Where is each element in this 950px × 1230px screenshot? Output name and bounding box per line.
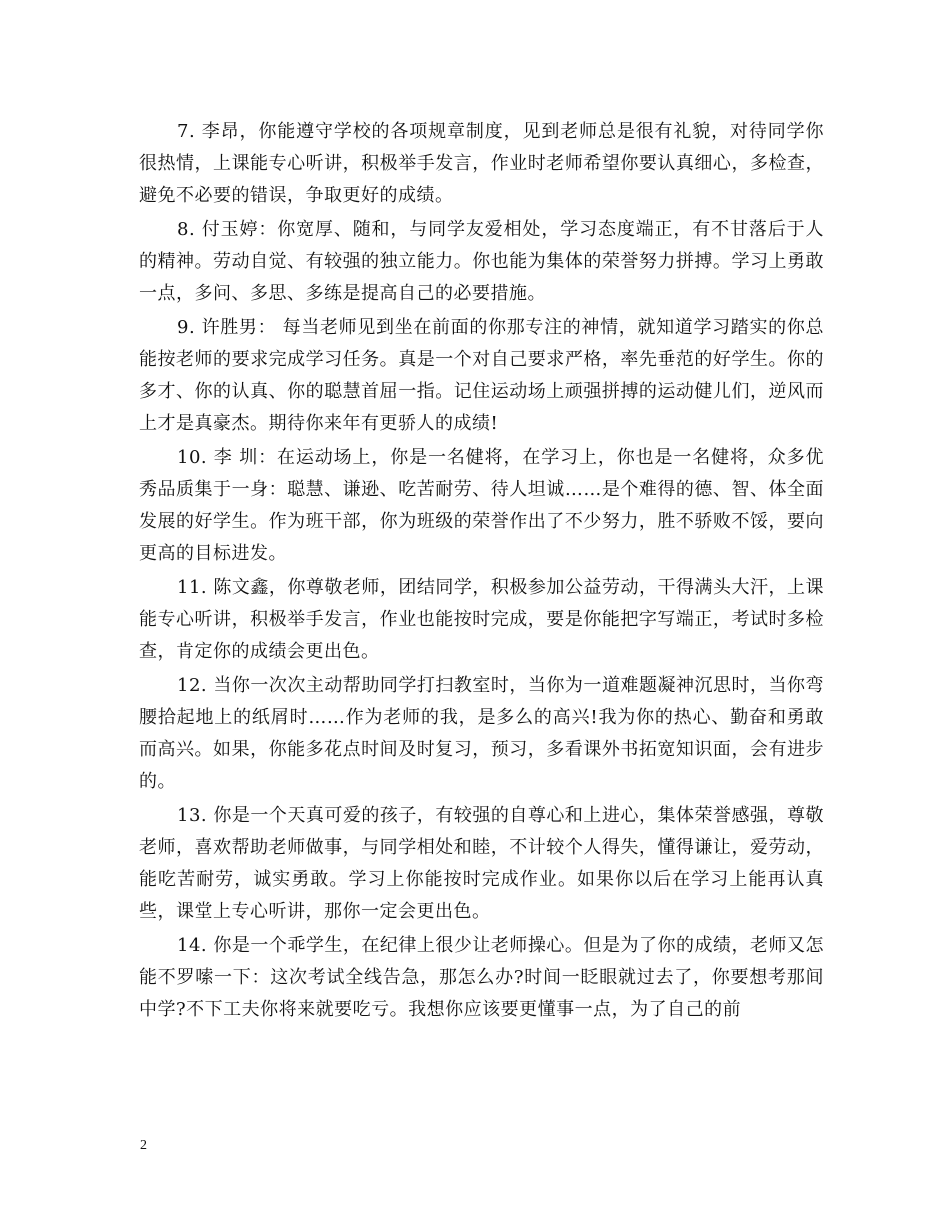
page-number: 2 xyxy=(140,1138,147,1153)
paragraph-7: 7. 李昂，你能遵守学校的各项规章制度，见到老师总是很有礼貌，对待同学你很热情，上课能专心听讲，积极举手发言，作业时老师希望你要认真细心，多检查，避免不必要的错误，争取更好的成绩。 xyxy=(139,121,824,206)
paragraph-9: 9. 许胜男： 每当老师见到坐在前面的你那专注的神情，就知道学习踏实的你总能按老师的要求完成学习任务。真是一个对自己要求严格，率先垂范的好学生。你的多才、你的认真、你的聪慧首屈一指。记住运动场上顽强拼搏的运动健儿们，逆风而上才是真豪杰。期待你来年有更骄人的成绩! xyxy=(139,317,824,434)
paragraph-13: 13. 你是一个天真可爱的孩子，有较强的自尊心和上进心，集体荣誉感强，尊敬老师，喜欢帮助老师做事，与同学相处和睦，不计较个人得失，懂得谦让，爱劳动，能吃苦耐劳，诚实勇敢。学习上你能按时完成作业。如果你以后在学习上能再认真些，课堂上专心听讲，那你一定会更出色。 xyxy=(139,805,824,922)
paragraph-11: 11. 陈文鑫，你尊敬老师，团结同学，积极参加公益劳动，干得满头大汗，上课能专心听讲，积极举手发言，作业也能按时完成，要是你能把字写端正，考试时多检查，肯定你的成绩会更出色。 xyxy=(139,577,824,662)
paragraph-14: 14. 你是一个乖学生，在纪律上很少让老师操心。但是为了你的成绩，老师又怎能不罗嗦一下：这次考试全线告急，那怎么办?时间一眨眼就过去了，你要想考那间中学?不下工夫你将来就要吃亏。我想你应该要更懂事一点，为了自己的前 xyxy=(139,935,824,1020)
paragraph-12: 12. 当你一次次主动帮助同学打扫教室时，当你为一道难题凝神沉思时，当你弯腰拾起地上的纸屑时……作为老师的我，是多么的高兴!我为你的热心、勤奋和勇敢而高兴。如果，你能多花点时间及时复习，预习，多看课外书拓宽知识面，会有进步的。 xyxy=(139,675,824,792)
paragraph-10: 10. 李 圳：在运动场上，你是一名健将，在学习上，你也是一名健将，众多优秀品质集于一身：聪慧、谦逊、吃苦耐劳、待人坦诚……是个难得的德、智、体全面发展的好学生。作为班干部，你为班级的荣誉作出了不少努力，胜不骄败不馁，要向更高的目标进发。 xyxy=(139,447,824,564)
paragraph-8: 8. 付玉婷：你宽厚、随和，与同学友爱相处，学习态度端正，有不甘落后于人的精神。劳动自觉、有较强的独立能力。你也能为集体的荣誉努力拼搏。学习上勇敢一点，多问、多思、多练是提高自己的必要措施。 xyxy=(139,219,824,304)
document-body xyxy=(139,116,824,1028)
